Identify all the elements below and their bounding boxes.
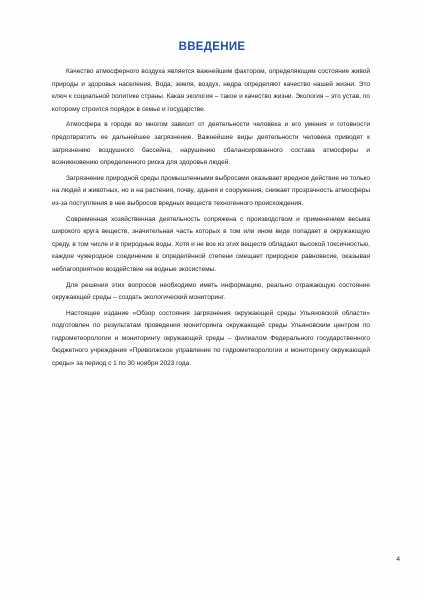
paragraph-3: Загрязнение природной среды промышленными выбросами оказывает вредное действие не только на людей и животных, но и на растения, почву, здания и сооружения, снижает прозрачность атмосферы из-за поступления в нее выбросов вредных веществ техногенного происхождения. [52,174,370,207]
paragraph-6: Настоящее издание «Обзор состояния загрязнения окружающей среды Ульяновской области» подготовлен по результатам проведения мониторинга окружающей среды Ульяновским центром по гидрометеорологии и мониторингу окружающей среды – филиалом Федерального государственного бюджетного учреждения «Приволжское управление по гидрометеорологии и мониторингу окружающей среды» за период с 1 по 30 ноября 2023 года. [52,309,370,368]
body-text [52,66,370,374]
paragraph-5: Для решения этих вопросов необходимо иметь информацию, реально отражающую состояние окружающей среды – создать экологический мониторинг. [52,281,370,302]
page-number: 4 [396,556,400,563]
paragraph-2: Атмосфера в городе во многом зависит от деятельности человека и его умения и готовности предотвратить ее дальнейшее загрязнение. Важнейшие виды деятельности человека приводят к загрязнению воздушного бассейна, нарушению сбалансированного состава атмосферы и возникновению определенного риска для здоровья людей. [52,121,370,167]
paragraph-4: Современная хозяйственная деятельность сопряжена с производством и применением весьма широкого круга веществ, значительная часть которых в том или ином виде попадает в окружающую среду, в том числе и в природные воды. Хотя и не все из этих веществ обладают высокой токсичностью, каждое чужеродное соединение в определённой степени смещает природное равновесие, оказывая неблагоприятное воздействие на водные экосистемы. [52,215,370,273]
paragraph-1: Качество атмосферного воздуха является важнейшим фактором, определяющим состояние живой природы и здоровья населения. Вода, земля, воздух, недра определяют качество нашей жизни. Это ключ к социальной политике страны. Какая экология – такое и качество жизни. Экология – это устав, по которому строится порядок в семье и государстве. [52,68,370,113]
page-title: ВВЕДЕНИЕ [178,41,246,53]
